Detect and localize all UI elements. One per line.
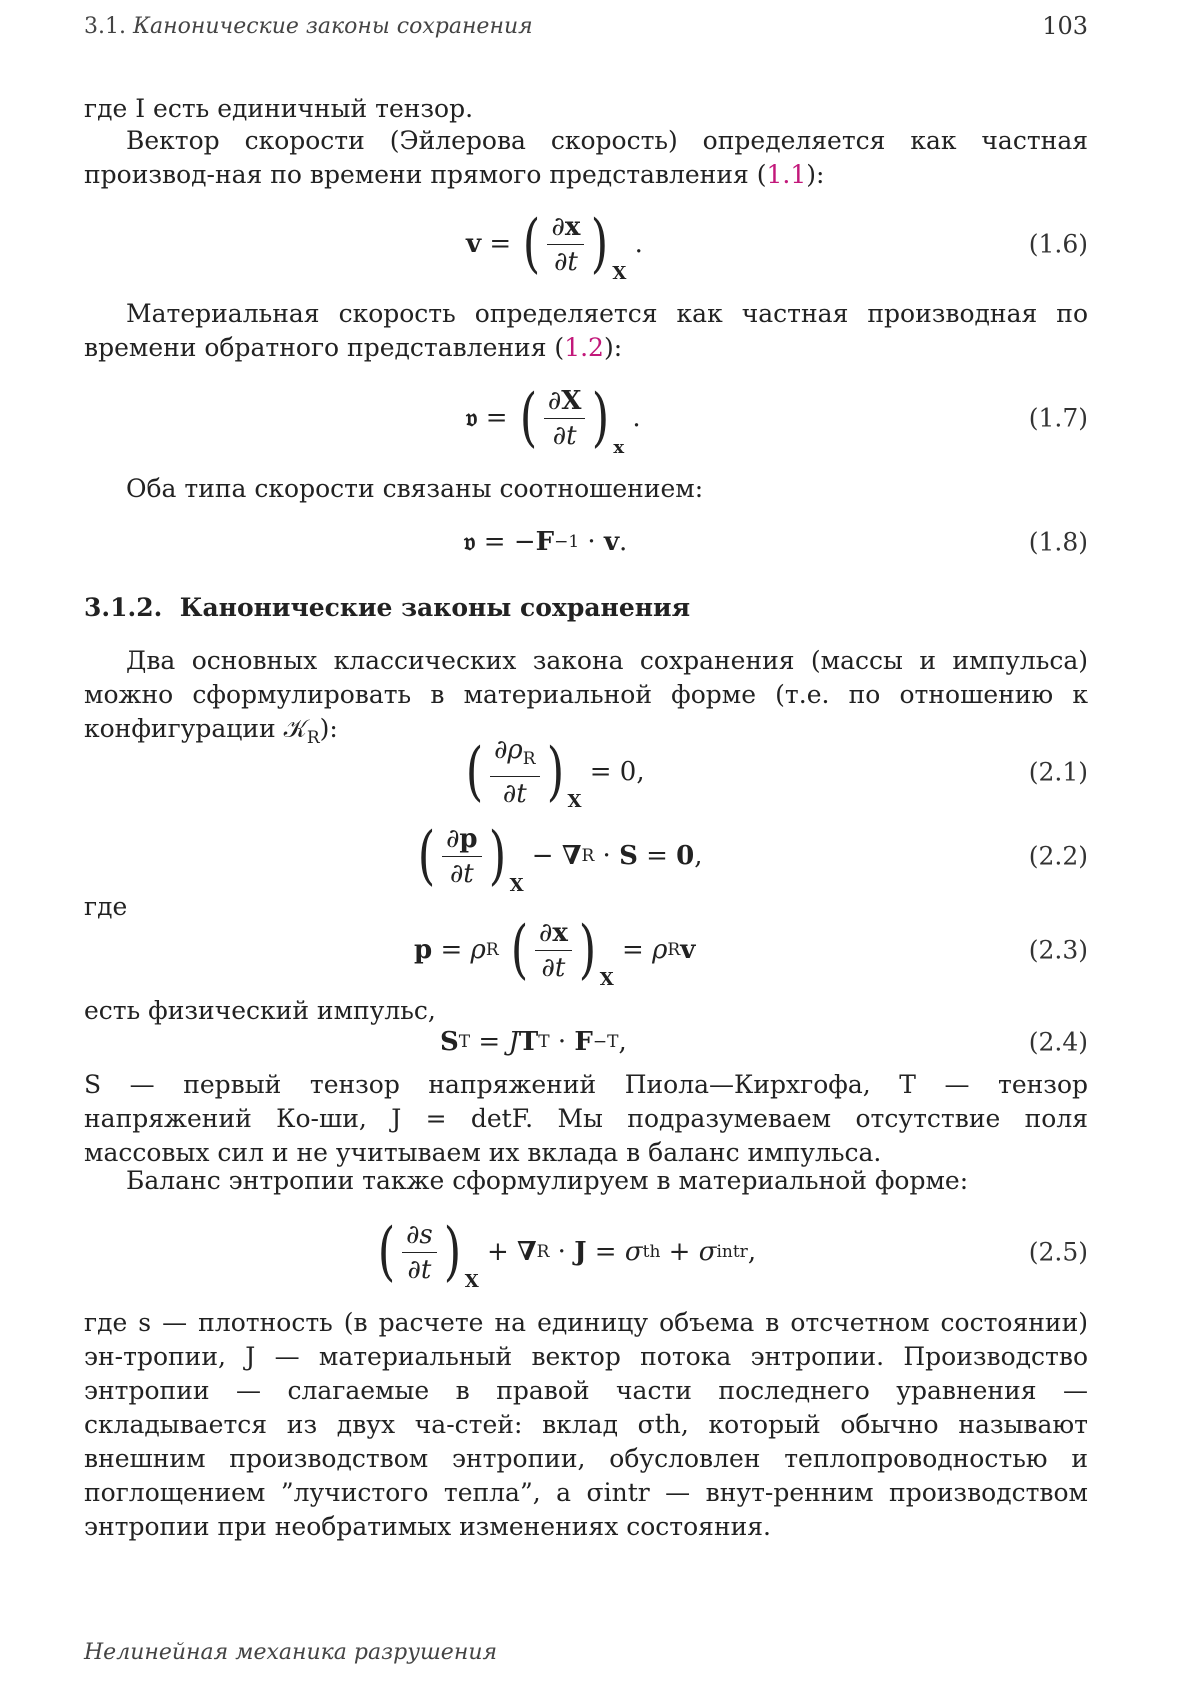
section-title: Канонические законы сохранения <box>179 593 691 622</box>
paragraph-identity-tensor: где I есть единичный тензор. <box>84 94 474 123</box>
equation-body: v = ( $\frac{\partial x}{\partial t}$ ) X . <box>466 207 643 284</box>
paragraph-where: где <box>84 892 128 921</box>
equation-body: p = ρ R ( $\frac{\partial x}{\partial t}$ ) X = ρ R v <box>414 913 696 990</box>
equation-body: ( $\frac{\partial\rho_R}{\partial t}$ ) X = 0, <box>465 735 645 812</box>
subscript: R <box>306 728 320 748</box>
equation-1-7 <box>84 381 1088 458</box>
paragraph-material-velocity <box>84 297 1088 365</box>
equation-number: (2.2) <box>1028 841 1088 871</box>
equation-number: (2.4) <box>1028 1027 1088 1057</box>
equation-body: ( $\frac{\partial p}{\partial t}$ ) X − ∇ R · S = 0 , <box>417 819 703 896</box>
paragraph-entropy-production: где s — плотность (в расчете на единицу объема в отсчетном состоянии) эн-тропии, J — материальный вектор потока энтропии. Производство энтропии — слагаемые в правой части последнего уравнения — складывается из двух ча-стей: вклад σth, который обычно называют внешним производством энтропии, обусловлен теплопроводностью и поглощением ”лучистого тепла”, а σintr — внут-ренним производством энтропии при необратимых изменениях состояния. <box>84 1308 1088 1541</box>
equation-number: (2.3) <box>1028 935 1088 965</box>
paragraph-euler-velocity <box>84 124 1088 192</box>
section-number: 3.1.2. <box>84 593 163 622</box>
equation-body: ( $\frac{\partial s}{\partial t}$ ) X + ∇ R · J = σ th + σ intr , <box>377 1215 757 1292</box>
equation-reference-link[interactable]: 1.2 <box>564 333 604 362</box>
header-section-title: Канонические законы сохранения <box>132 14 533 39</box>
equation-2-3 <box>84 913 1088 990</box>
paragraph-stress-tensors: S — первый тензор напряжений Пиола—Кирхгофа, T — тензор напряжений Ко-ши, J = detF. Мы подразумеваем отсутствие поля массовых сил и не учитываем их вклада в баланс импульса. <box>84 1070 1088 1167</box>
equation-2-1 <box>84 735 1088 812</box>
paragraph-entropy-balance: Баланс энтропии также сформулируем в материальной форме: <box>126 1166 969 1195</box>
equation-number: (1.6) <box>1028 229 1088 259</box>
paragraph-text: Два основных классических закона сохранения (массы и импульса) можно сформулировать в материальной форме (т.е. по отношению к конфигурации 𝒦 <box>84 646 1088 743</box>
equation-number: (1.8) <box>1028 527 1088 557</box>
equation-1-6 <box>84 207 1088 284</box>
equation-2-5 <box>84 1215 1088 1292</box>
equation-body: 𝔳 = ( $\frac{\partial X}{\partial t}$ ) x . <box>466 381 641 458</box>
paragraph-physical-momentum: есть физический импульс, <box>84 996 436 1025</box>
equation-2-2 <box>84 819 1088 896</box>
equation-number: (2.1) <box>1028 757 1088 787</box>
paragraph-text: ): <box>319 714 338 743</box>
equation-body: S T = J T T · F −T , <box>440 1027 627 1057</box>
equation-1-8 <box>84 518 1088 566</box>
equation-number: (1.7) <box>1028 403 1088 433</box>
equation-number: (2.5) <box>1028 1237 1088 1267</box>
paragraph-velocity-relation: Оба типа скорости связаны соотношением: <box>126 474 704 503</box>
equation-2-4 <box>84 1020 1088 1064</box>
page-number: 103 <box>1042 12 1088 40</box>
paragraph-text: ): <box>603 333 623 362</box>
equation-body: 𝔳 = − F −1 · v . <box>464 526 628 557</box>
equation-reference-link[interactable]: 1.1 <box>766 160 807 189</box>
paragraph-text: Материальная скорость определяется как частная производная по времени обратного представления ( <box>84 299 1088 362</box>
section-heading <box>84 593 690 622</box>
running-footer: Нелинейная механика разрушения <box>84 1640 498 1665</box>
header-section-number: 3.1. <box>84 14 126 39</box>
running-header <box>84 14 533 39</box>
paragraph-text: Вектор скорости (Эйлерова скорость) определяется как частная производ-ная по времени прямого представления ( <box>84 126 1088 189</box>
paragraph-text: ): <box>806 160 825 189</box>
paragraph-conservation-laws <box>84 644 1088 755</box>
